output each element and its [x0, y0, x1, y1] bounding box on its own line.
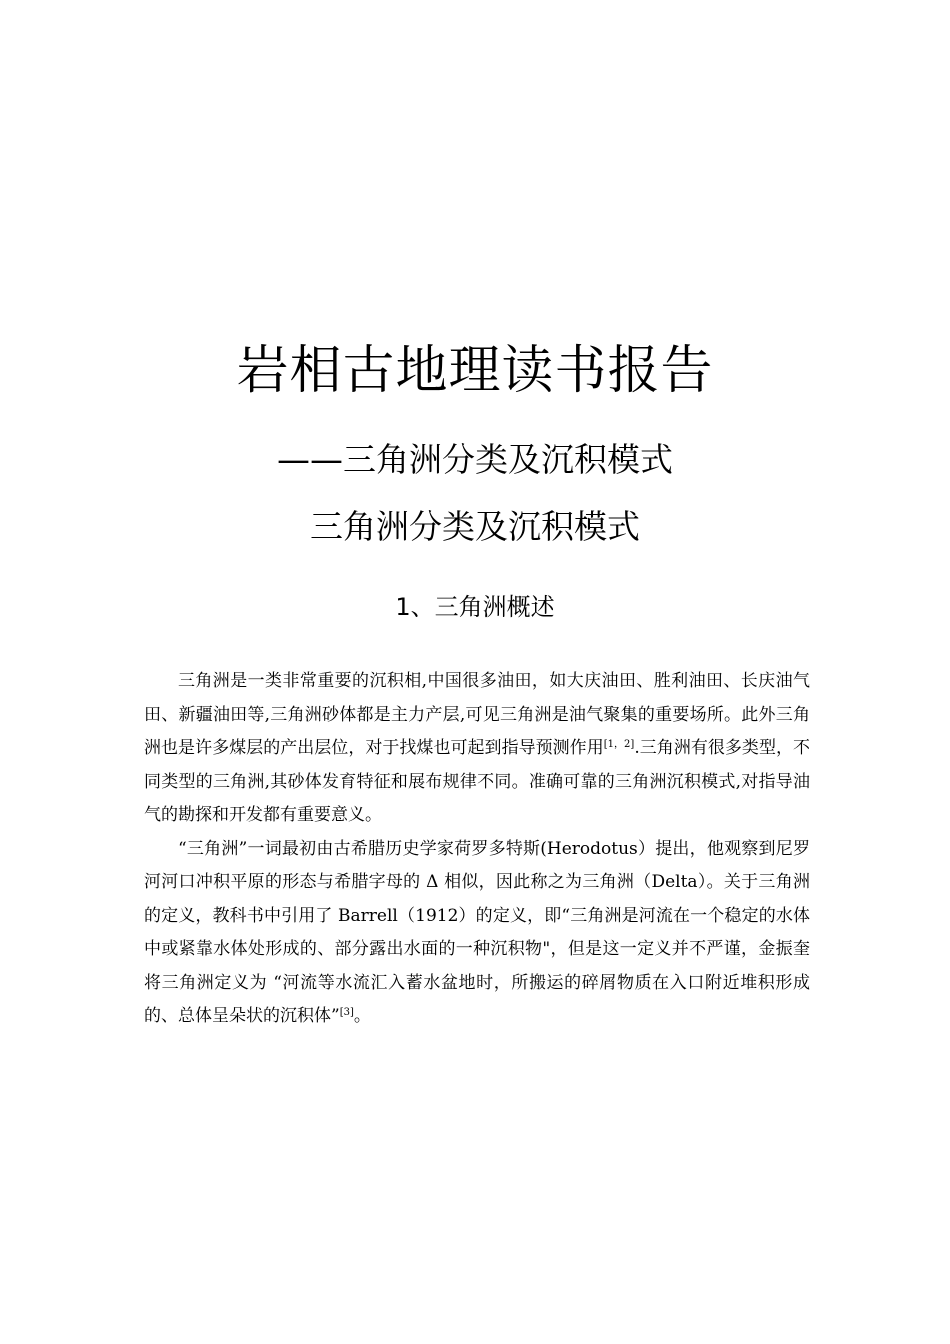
citation-1: [1，2]	[603, 739, 635, 750]
paragraph-2-text-b: 。	[353, 1006, 371, 1026]
document-title: 岩相古地理读书报告	[236, 341, 714, 401]
paragraph-2-text-a: “三角洲”一词最初由古希腊历史学家荷罗多特斯(Herodotus）提出，他观察到尼罗河河口冲积平原的形态与希腊字母的 Δ 相似，因此称之为三角洲（Delta）。关于三角洲的定义，教科书中引用了 Barrell（1912）的定义，即“三角洲是河流在一个稳定的水体中或紧靠水体处形成的、部分露出水面的一种沉积物"，但是这一定义并不严谨，金振奎将三角洲定义为 “河流等水流汇入蓄水盆地时，所搬运的碎屑物质在入口附近堆积形成的、总体呈朵状的沉积体”	[144, 838, 810, 1026]
body-text	[144, 665, 810, 1034]
paragraph-1-text-b: .三角洲有很多类型，不同类型的三角洲,其砂体发育特征和展布规律不同。准确可靠的三角洲沉积模式,对指导油气的勘探和开发都有重要意义。	[144, 738, 811, 825]
paragraph-2	[144, 833, 810, 1034]
paragraph-1	[144, 665, 810, 833]
citation-2: [3]	[339, 1007, 354, 1018]
document-subtitle: ——三角洲分类及沉积模式	[277, 440, 673, 479]
section-heading: 1、三角洲概述	[395, 593, 555, 621]
paragraph-1-text-a: 三角洲是一类非常重要的沉积相,中国很多油田，如大庆油田、胜利油田、长庆油气田、新疆油田等,三角洲砂体都是主力产层,可见三角洲是油气聚集的重要场所。此外三角洲也是许多煤层的产出层位，对于找煤也可起到指导预测作用	[144, 671, 810, 758]
document-heading: 三角洲分类及沉积模式	[310, 507, 640, 546]
